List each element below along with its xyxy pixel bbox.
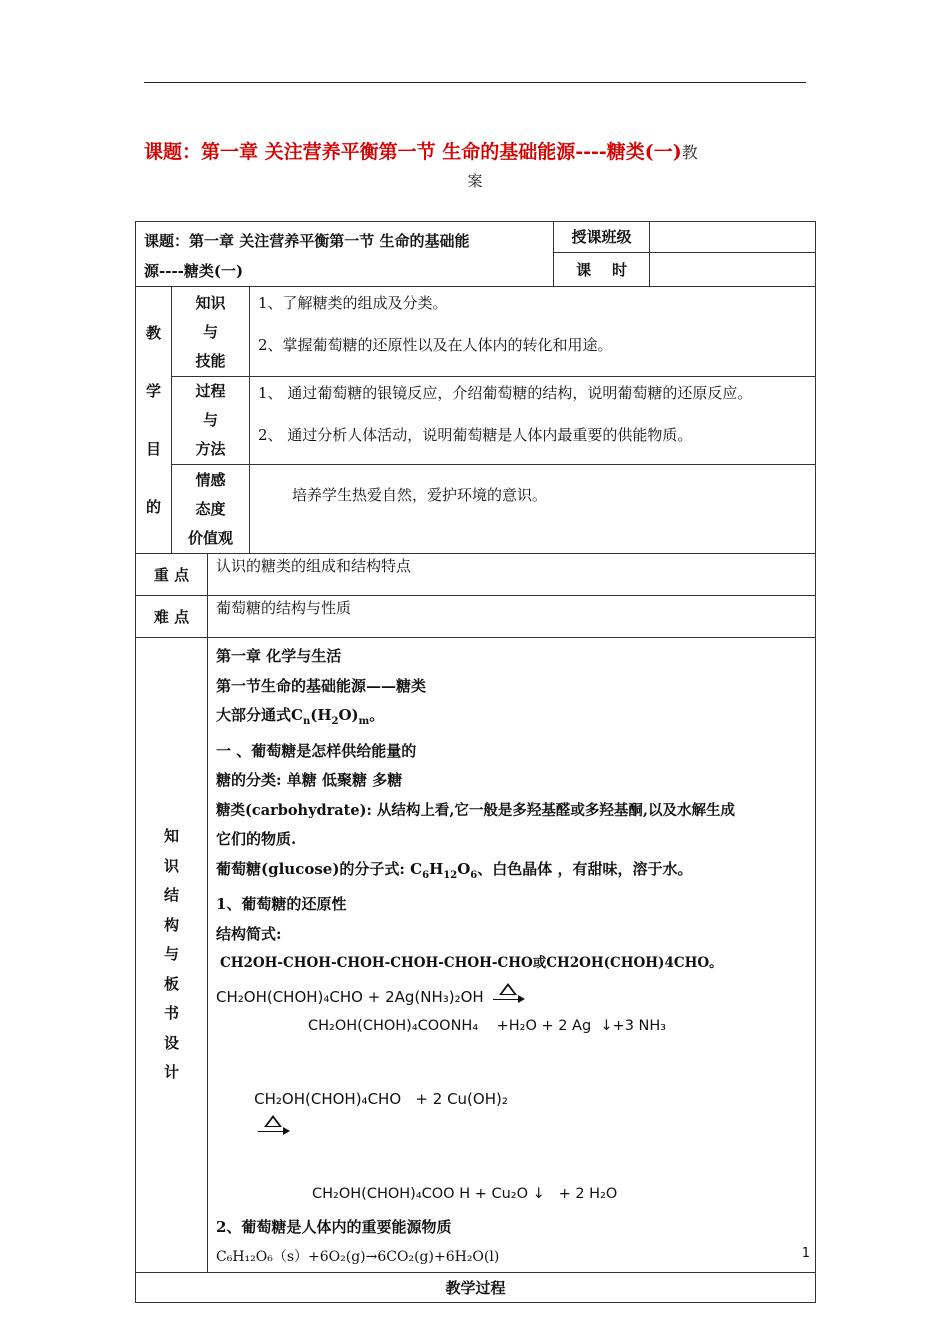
title-red: 课题：第一章 关注营养平衡第一节 生命的基础能源----糖类(一) — [144, 141, 682, 163]
goal-process-item: 2、 通过分析人体活动，说明葡萄糖是人体内最重要的供能物质。 — [258, 426, 693, 444]
kn-line: 结构简式: — [216, 924, 282, 943]
class-label: 授课班级 — [554, 222, 650, 253]
page-title — [144, 137, 810, 168]
kn-line: 它们的物质. — [216, 830, 297, 848]
kn-line: 第一章 化学与生活 — [216, 647, 342, 665]
heat-triangle-icon — [499, 983, 517, 995]
class-value — [650, 222, 816, 253]
page-number: 1 — [801, 1246, 810, 1261]
goal-attitude-text — [250, 465, 816, 554]
goal-process-text — [250, 377, 816, 465]
heat-triangle-icon — [264, 1115, 282, 1127]
kn-combustion: C₆H₁₂O₆（s）+6O₂(g)→6CO₂(g)+6H₂O(l) — [216, 1248, 500, 1265]
kn-line: 第一节生命的基础能源——糖类 — [216, 676, 427, 695]
goals-label: 教 学 目 的 — [136, 287, 172, 554]
key-text: 认识的糖类的组成和结构特点 — [208, 554, 816, 596]
equation-1-right: CH₂OH(CHOH)₄COONH₄ +H₂O + 2 Ag ↓+3 NH₃ — [308, 1018, 667, 1034]
title-tail: 教 — [681, 143, 698, 162]
process-label: 教学过程 — [136, 1273, 816, 1303]
kn-formula: 大部分通式$C_n(H_2O)_m$。 — [216, 706, 385, 727]
arrow-icon — [493, 999, 523, 1000]
goal-process-item: 1、 通过葡萄糖的银镜反应，介绍葡萄糖的结构，说明葡萄糖的还原反应。 — [258, 384, 753, 402]
kn-line: 糖类(carbohydrate): 从结构上看,它一般是多羟基醛或多羟基酮,以及水解生成 — [216, 801, 735, 819]
goal-knowledge-item: 2、掌握葡萄糖的还原性以及在人体内的转化和用途。 — [258, 336, 613, 354]
equation-2-left: CH₂OH(CHOH)₄CHO + 2 Cu(OH)₂ — [208, 1056, 815, 1174]
topic-line2: 源----糖类(一) — [144, 262, 244, 280]
goal-knowledge-text — [250, 287, 816, 377]
goal-attitude-label: 情感 态度 价值观 — [172, 465, 250, 554]
knowledge-content — [208, 638, 816, 1273]
knowledge-label: 知 识 结 构 与 板 书 设 计 — [136, 638, 208, 1273]
key-label: 重 点 — [136, 554, 208, 596]
equation-2-right: CH₂OH(CHOH)₄COO H + Cu₂O ↓ + 2 H₂O — [312, 1185, 618, 1202]
hours-value — [650, 253, 816, 287]
hard-label: 难 点 — [136, 596, 208, 638]
goal-knowledge-label: 知识 与 技能 — [172, 287, 250, 377]
kn-molecular: 葡萄糖(glucose)的分子式: $C_6H_{12}O_6$、白色晶体 ，有甜味，溶于水。 — [216, 859, 693, 881]
kn-line: 糖的分类: 单糖 低聚糖 多糖 — [216, 771, 403, 789]
topic-line1: 课题：第一章 关注营养平衡第一节 生命的基础能 — [144, 232, 470, 250]
kn-structure: CH2OH-CHOH-CHOH-CHOH-CHOH-CHO或CH2OH(CHOH)4CHO。 — [220, 955, 723, 971]
kn-line: 一 、葡萄糖是怎样供给能量的 — [216, 741, 417, 760]
kn-line: 2、葡萄糖是人体内的重要能源物质 — [216, 1218, 452, 1236]
header-rule — [144, 82, 806, 83]
kn-line: 1、葡萄糖的还原性 — [216, 895, 347, 913]
goal-attitude-item: 培养学生热爱自然，爱护环境的意识。 — [292, 486, 548, 504]
page-title-line2: 案 — [467, 172, 483, 190]
equation-1-left: CH₂OH(CHOH)₄CHO + 2Ag(NH₃)₂OH — [208, 983, 815, 1013]
topic-cell — [136, 222, 554, 287]
lesson-plan-table — [135, 221, 816, 1303]
arrow-icon — [258, 1131, 288, 1132]
goal-process-label: 过程 与 方法 — [172, 377, 250, 465]
hours-label: 课 时 — [554, 253, 650, 287]
goal-knowledge-item: 1、了解糖类的组成及分类。 — [258, 294, 448, 312]
hard-text: 葡萄糖的结构与性质 — [208, 596, 816, 638]
